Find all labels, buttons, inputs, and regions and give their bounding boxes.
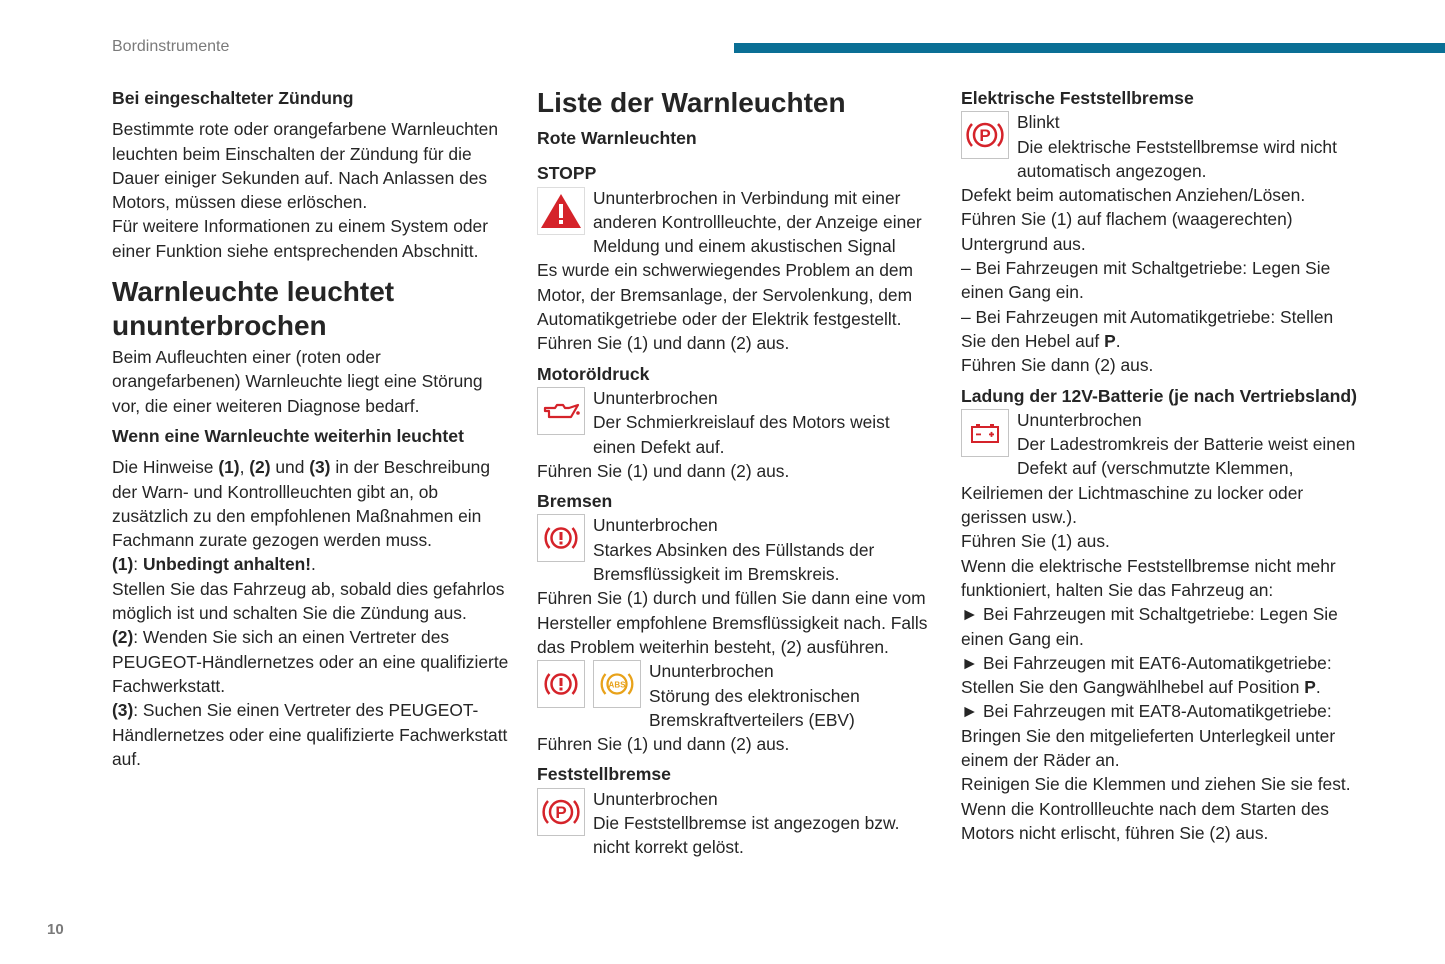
abs-warning-icon bbox=[593, 660, 641, 708]
parking-brake-icon bbox=[537, 788, 585, 836]
paragraph: Für weitere Informationen zu einem System oder einer Funktion siehe entsprechenden Abschnitt. bbox=[112, 216, 488, 261]
stop-warning-icon bbox=[537, 187, 585, 235]
brake-warning-icon bbox=[537, 660, 585, 708]
list-item: ► Bei Fahrzeugen mit Schaltgetriebe: Legen Sie einen Gang ein. bbox=[961, 604, 1338, 649]
state-text: Ununterbrochen bbox=[593, 515, 718, 536]
column-left bbox=[112, 86, 512, 771]
parking-p-label: P bbox=[555, 802, 567, 822]
list-item bbox=[961, 651, 1361, 700]
oil-can-icon bbox=[537, 387, 585, 435]
text: – Bei Fahrzeugen mit Automatikgetriebe: Stellen Sie den Hebel auf bbox=[961, 306, 1334, 351]
brake-warning-icon bbox=[537, 514, 585, 562]
paragraph: Die elektrische Feststellbremse wird nicht automatisch angezogen. bbox=[1017, 136, 1337, 181]
paragraph: Führen Sie (1) und dann (2) aus. bbox=[537, 460, 790, 481]
gear-p: P bbox=[1304, 677, 1316, 698]
paragraph: Es wurde ein schwerwiegendes Problem an dem Motor, der Bremsanlage, der Servolenkung, dem Automatikgetriebe oder der Elektrik festgestellt. bbox=[537, 260, 914, 330]
paragraph: Stellen Sie das Fahrzeug ab, sobald dies gefahrlos möglich ist und schalten Sie die Zündung aus. bbox=[112, 578, 505, 624]
battery-icon bbox=[961, 409, 1009, 457]
state-text: Ununterbrochen in Verbindung mit einer anderen Kontrollleuchte, der Anzeige einer Meldung und einem akustischen Signal bbox=[593, 187, 922, 257]
heading-ignition-on: Bei eingeschalteter Zündung bbox=[112, 88, 354, 108]
header-accent-bar bbox=[734, 43, 1445, 53]
text: . bbox=[1115, 330, 1121, 351]
paragraph: Der Schmierkreislauf des Motors weist einen Defekt auf. bbox=[593, 412, 890, 457]
text: : Wenden Sie sich an einen Vertreter des PEUGEOT-Händlernetzes oder an eine qualifizierte Fachwerkstatt. bbox=[112, 627, 509, 696]
heading-continuous-warning: Warnleuchte leuchtet ununterbrochen bbox=[112, 276, 395, 342]
paragraph: Führen Sie (1) durch und füllen Sie dann eine vom Hersteller empfohlene Bremsflüssigkeit nach. Falls das Problem weiterhin besteht, (2) ausführen. bbox=[537, 588, 928, 657]
text: und bbox=[270, 457, 310, 478]
heading-brakes: Bremsen bbox=[537, 491, 613, 512]
gear-p: P bbox=[1104, 330, 1116, 351]
ref-1: (1) bbox=[112, 554, 134, 575]
text: in der Beschreibung der Warn- und Kontrollleuchten gibt an, ob zusätzlich zu den empfohlenen Maßnahmen ein Fachmann zurate gezogen werden muss. bbox=[112, 457, 490, 551]
note-3 bbox=[112, 698, 512, 771]
column-middle bbox=[537, 86, 932, 860]
ref-3: (3) bbox=[112, 700, 134, 721]
paragraph: Führen Sie (1) aus. bbox=[961, 531, 1110, 552]
parking-p-label: P bbox=[979, 126, 991, 146]
paragraph: Bestimmte rote oder orangefarbene Warnleuchten leuchten beim Einschalten der Zündung für die Dauer einiger Sekunden auf. Nach Anlassen des Motors, müssen diese erlöschen. bbox=[112, 119, 499, 213]
state-text: Ununterbrochen bbox=[593, 788, 718, 809]
paragraph: Führen Sie (1) und dann (2) aus. bbox=[537, 333, 790, 354]
page-number: 10 bbox=[47, 921, 64, 938]
heading-electric-parking-brake: Elektrische Feststellbremse bbox=[961, 88, 1194, 108]
heading-if-warning-persists: Wenn eine Warnleuchte weiterhin leuchtet bbox=[112, 425, 464, 446]
paragraph: Störung des elektronischen Bremskraftverteilers (EBV) bbox=[649, 685, 860, 730]
list-item: ► Bei Fahrzeugen mit EAT8-Automatikgetriebe: Bringen Sie den mitgelieferten Unterlegkeil unter einem der Räder an. bbox=[961, 701, 1336, 771]
heading-parking-brake: Feststellbremse bbox=[537, 764, 671, 785]
note-1 bbox=[112, 552, 512, 576]
heading-stopp: STOPP bbox=[537, 163, 597, 184]
state-text: Ununterbrochen bbox=[649, 661, 774, 682]
heading-battery-charge: Ladung der 12V-Batterie (je nach Vertriebsland) bbox=[961, 385, 1357, 406]
abs-label: ABS bbox=[608, 680, 626, 690]
paragraph: Führen Sie (1) auf flachem (waagerechten) Untergrund aus. bbox=[961, 209, 1293, 254]
text: ► Bei Fahrzeugen mit EAT6-Automatikgetriebe: Stellen Sie den Gangwählhebel auf Position bbox=[961, 652, 1332, 698]
text: : bbox=[133, 554, 143, 575]
paragraph: Wenn die Kontrollleuchte nach dem Starten des Motors nicht erlischt, führen Sie (2) aus. bbox=[961, 798, 1330, 843]
paragraph: Defekt beim automatischen Anziehen/Lösen. bbox=[961, 185, 1306, 206]
state-text: Ununterbrochen bbox=[1017, 409, 1142, 430]
list-item: – Bei Fahrzeugen mit Schaltgetriebe: Legen Sie einen Gang ein. bbox=[961, 258, 1331, 303]
paragraph: Starkes Absinken des Füllstands der Bremsflüssigkeit im Bremskreis. bbox=[593, 539, 875, 585]
paragraph: Reinigen Sie die Klemmen und ziehen Sie sie fest. bbox=[961, 774, 1351, 795]
list-item bbox=[961, 305, 1361, 354]
paragraph: Führen Sie dann (2) aus. bbox=[961, 355, 1154, 376]
heading-red-warnings: Rote Warnleuchten bbox=[537, 128, 697, 148]
text: , bbox=[239, 457, 250, 478]
paragraph: Der Ladestromkreis der Batterie weist einen Defekt auf (verschmutzte Klemmen, Keilriemen der Lichtmaschine zu locker oder gerissen usw.). bbox=[961, 434, 1356, 528]
paragraph: Wenn die elektrische Feststellbremse nicht mehr funktioniert, halten Sie das Fahrzeug an: bbox=[961, 555, 1336, 600]
text: : Suchen Sie einen Vertreter des PEUGEOT-Händlernetzes oder eine qualifizierte Fachwerkstatt auf. bbox=[112, 700, 508, 769]
ref-2: (2) bbox=[112, 627, 134, 648]
state-text: Blinkt bbox=[1017, 112, 1060, 133]
note-2 bbox=[112, 625, 512, 698]
electric-parking-brake-icon bbox=[961, 111, 1009, 159]
text: . bbox=[311, 554, 316, 575]
column-right bbox=[961, 86, 1361, 845]
header-section-label: Bordinstrumente bbox=[112, 38, 230, 55]
text: Die Hinweise bbox=[112, 457, 219, 478]
ref-2: (2) bbox=[249, 457, 271, 478]
text: . bbox=[1315, 677, 1321, 698]
ref-1: (1) bbox=[218, 457, 240, 478]
ref-3: (3) bbox=[309, 457, 331, 478]
heading-warning-list: Liste der Warnleuchten bbox=[537, 87, 846, 118]
stop-label: Unbedingt anhalten! bbox=[142, 554, 312, 575]
paragraph: Führen Sie (1) und dann (2) aus. bbox=[537, 734, 790, 755]
paragraph-hints bbox=[112, 455, 512, 552]
paragraph: Die Feststellbremse ist angezogen bzw. nicht korrekt gelöst. bbox=[593, 813, 900, 858]
state-text: Ununterbrochen bbox=[593, 387, 718, 408]
paragraph: Beim Aufleuchten einer (roten oder orangefarbenen) Warnleuchte liegt eine Störung vor, die einer weiteren Diagnose bedarf. bbox=[112, 347, 483, 416]
heading-oil-pressure: Motoröldruck bbox=[537, 363, 650, 384]
